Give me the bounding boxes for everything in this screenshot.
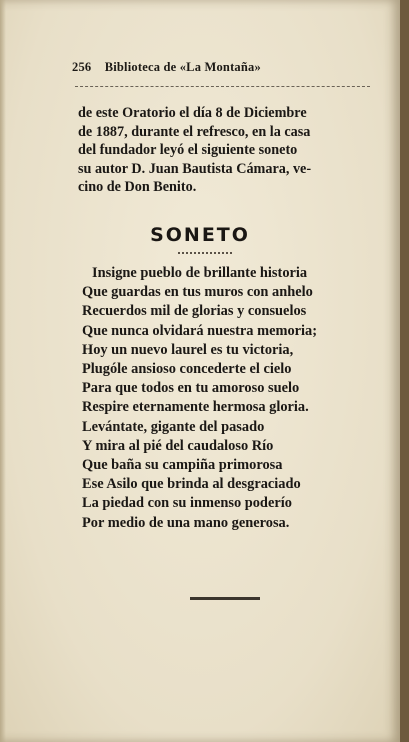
header-rule bbox=[75, 86, 370, 87]
verse-line: Ese Asilo que brinda al desgraciado bbox=[82, 476, 301, 493]
intro-line: su autor D. Juan Bautista Cámara, ve- bbox=[78, 160, 312, 177]
verse-line: Levántate, gigante del pasado bbox=[82, 418, 265, 435]
verse-line: Para que todos en tu amoroso suelo bbox=[82, 380, 300, 397]
verse-line: Que guardas en tus muros con anhelo bbox=[82, 284, 313, 301]
intro-line: de este Oratorio el día 8 de Diciembre bbox=[78, 105, 307, 121]
intro-line: del fundador leyó el siguiente soneto bbox=[78, 142, 298, 159]
page-number: 256 bbox=[72, 60, 92, 74]
intro-paragraph bbox=[78, 104, 376, 197]
verse-line: Que nunca olvidará nuestra memoria; bbox=[82, 322, 318, 339]
end-ornament-rule bbox=[190, 597, 260, 600]
verse-line: La piedad con su inmenso poderío bbox=[82, 495, 292, 512]
sonnet-title: SONETO bbox=[150, 224, 250, 246]
sonnet-body bbox=[82, 264, 382, 533]
verse-line: Por medio de una mano generosa. bbox=[82, 514, 290, 531]
verse-line: Que baña su campiña primorosa bbox=[82, 457, 283, 474]
page-spine-shadow bbox=[0, 0, 6, 742]
verse-line: Y mira al pié del caudaloso Río bbox=[82, 437, 274, 454]
intro-line: cino de Don Benito. bbox=[78, 179, 197, 196]
verse-line: Recuerdos mil de glorias y consuelos bbox=[82, 303, 307, 320]
verse-line: Respire eternamente hermosa gloria. bbox=[82, 399, 309, 416]
verse-line: Plugóle ansioso concederte el cielo bbox=[82, 361, 292, 378]
title-underline bbox=[178, 252, 232, 254]
running-title: Biblioteca de «La Montaña» bbox=[104, 60, 261, 74]
running-header bbox=[72, 60, 372, 75]
intro-line: de 1887, durante el refresco, en la casa bbox=[78, 123, 311, 140]
verse-line: Insigne pueblo de brillante historia bbox=[92, 265, 308, 281]
verse-line: Hoy un nuevo laurel es tu victoria, bbox=[82, 341, 294, 358]
